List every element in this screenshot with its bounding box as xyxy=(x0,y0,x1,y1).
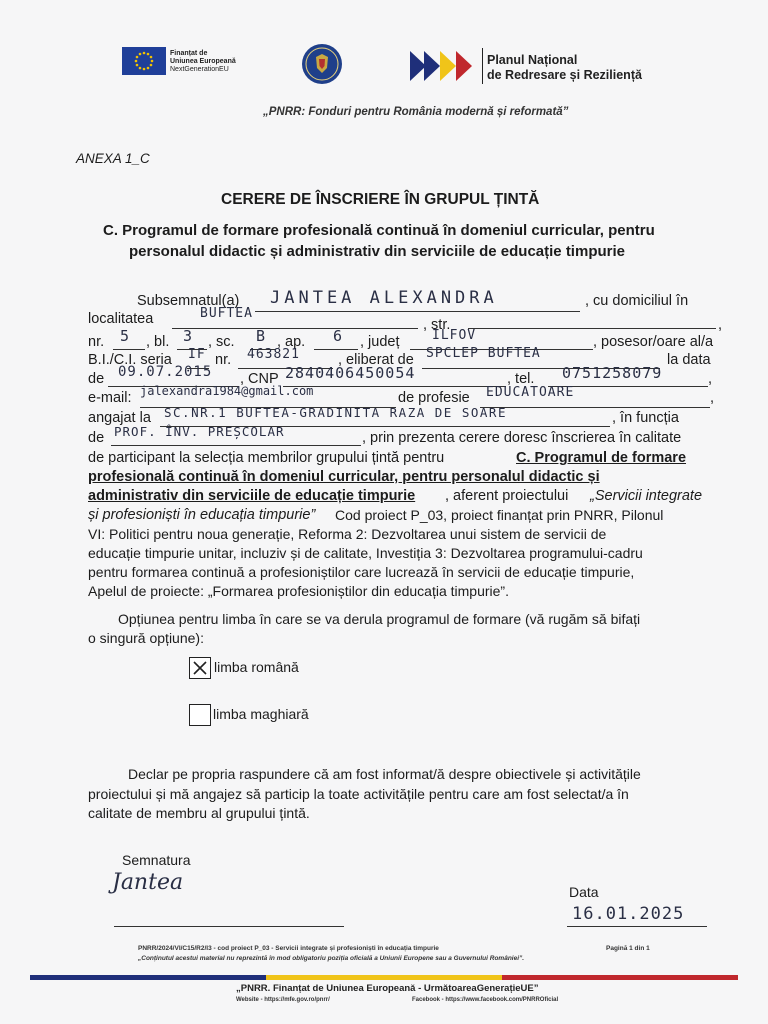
functia-field[interactable]: PROF. ÎNV. PREȘCOLAR xyxy=(114,424,285,439)
str-label: , str. xyxy=(423,317,451,333)
signature-line xyxy=(114,926,344,927)
bl-label: , bl. xyxy=(146,334,170,350)
name-line xyxy=(255,311,580,312)
body-line-7: pentru formarea continuă a profesioniștilor care lucrează în servicii de educație timpurie, xyxy=(88,564,635,580)
option-limba-maghiara-label: limba maghiară xyxy=(213,706,309,722)
signature-handwritten: Jantea xyxy=(112,870,184,895)
body-line-1b: C. Programul de formare xyxy=(516,450,687,466)
localitatea-field[interactable]: BUFTEA xyxy=(200,306,253,321)
angajat-field[interactable]: SC.NR.1 BUFTEA-GRADINITA RAZA DE SOARE xyxy=(164,405,507,420)
semnatura-label: Semnatura xyxy=(122,852,191,868)
name-field[interactable]: JANTEA ALEXANDRA xyxy=(270,288,498,308)
checkbox-limba-maghiara[interactable] xyxy=(189,704,211,726)
sc-label: , sc. xyxy=(208,334,235,350)
slogan: „PNRR: Fonduri pentru România modernă și reformată” xyxy=(263,106,569,118)
pnrr-logo-icon xyxy=(410,49,482,88)
body-line-5: VI: Politici pentru noua generație, Reforma 2: Dezvoltarea unui sistem de servicii de xyxy=(88,526,607,542)
data-eliberare-field[interactable]: 09.07.2015 xyxy=(118,364,213,380)
footer-website[interactable]: Website - https://mfe.gov.ro/pnrr/ xyxy=(236,997,330,1003)
email-label: e-mail: xyxy=(88,390,132,406)
body-line-3b: , aferent proiectului xyxy=(445,488,569,504)
localitatea-label: localitatea xyxy=(88,311,154,327)
data-label: Data xyxy=(569,884,599,900)
footer-facebook[interactable]: Facebook - https://www.facebook.com/PNRROficial xyxy=(412,997,559,1003)
domiciliu-label: , cu domiciliul în xyxy=(585,293,689,309)
eliberat-field[interactable]: SPCLEP BUFTEA xyxy=(426,346,541,361)
nr-field[interactable]: 5 xyxy=(120,327,131,345)
body-line-6: educație timpurie unitar, incluziv și de calitate, Investiția 3: Dezvoltarea programului-cadru xyxy=(88,545,643,561)
seria-field[interactable]: IF xyxy=(188,347,206,362)
posesor-label: , posesor/oare al/a xyxy=(593,334,714,350)
option-text-line-2: o singură opțiune): xyxy=(88,630,204,646)
declaration-line-3: calitate de membru al grupului țintă. xyxy=(88,805,310,821)
eu-logo-line-2: Uniunea Europeană xyxy=(170,58,236,65)
bl-field[interactable]: 3 xyxy=(183,327,194,345)
pnrr-title-line-1: Planul Național xyxy=(487,53,578,67)
body-line-4a: și profesioniști în educația timpurie” xyxy=(88,507,316,523)
body-line-3a: administrativ din serviciile de educație timpurie xyxy=(88,488,416,504)
declaration-line-1: Declar pe propria raspundere că am fost informat/ă despre obiectivele și activitățile xyxy=(128,766,641,782)
judet-field[interactable]: ILFOV xyxy=(432,328,477,343)
option-limba-romana-label: limba română xyxy=(214,659,299,675)
declaration-line-2: proiectului și mă angajez să particip la toate activitățile pentru care am fost selectat/a în xyxy=(88,786,629,802)
footer-funding: „PNRR. Finanțat de Uniunea Europeană - UrmătoareaGenerațieUE” xyxy=(236,983,539,994)
body-line-8: Apelul de proiecte: „Formarea profesioniștilor din educația timpurie”. xyxy=(88,583,509,599)
data-field[interactable]: 16.01.2025 xyxy=(572,904,685,924)
annex-label: ANEXA 1_C xyxy=(76,151,150,166)
checkbox-limba-romana[interactable] xyxy=(189,657,211,679)
nr-line xyxy=(113,349,145,350)
data-line xyxy=(567,926,707,927)
ap-field[interactable]: 6 xyxy=(333,327,344,345)
profesie-label: de profesie xyxy=(398,390,470,406)
eu-flag-icon xyxy=(122,47,166,75)
tel-label: , tel. xyxy=(507,371,535,387)
functia-line xyxy=(111,445,361,446)
bi-nr-field[interactable]: 463821 xyxy=(247,347,300,362)
str-line xyxy=(468,328,716,329)
functia-de-label: de xyxy=(88,430,105,446)
cnp-line xyxy=(283,386,506,387)
footer-color-band xyxy=(30,967,738,972)
page-title: CERERE DE ÎNSCRIERE ÎN GRUPUL ȚINTĂ xyxy=(221,191,540,208)
str-comma: , xyxy=(718,317,723,333)
footer-page: Pagină 1 din 1 xyxy=(606,945,650,952)
nr-label: nr. xyxy=(88,334,105,350)
bi-seria-label: B.I./C.I. seria xyxy=(88,352,172,368)
email-field[interactable]: jalexandra1984@gmail.com xyxy=(140,384,314,398)
cnp-label: , CNP xyxy=(240,371,279,387)
angajat-label: angajat la xyxy=(88,410,151,426)
functia-label: , în funcția xyxy=(612,410,679,426)
government-seal-icon xyxy=(302,44,342,84)
eliberat-label: , eliberat de xyxy=(338,352,414,368)
profesie-comma: , xyxy=(710,390,715,406)
eu-logo-text xyxy=(170,50,236,74)
cnp-field[interactable]: 2840406450054 xyxy=(285,364,416,382)
profesie-field[interactable]: EDUCATOARE xyxy=(486,385,575,400)
body-line-2: profesională continuă în domeniul curricular, pentru personalul didactic și xyxy=(88,469,600,485)
ap-label: , ap. xyxy=(277,334,306,350)
body-line-4b: Cod proiect P_03, proiect finanțat prin PNRR, Pilonul xyxy=(335,507,664,523)
bi-nr-label: nr. xyxy=(215,352,232,368)
eu-logo-line-1: Finanțat de xyxy=(170,50,208,57)
option-text-line-1: Opțiunea pentru limba în care se va derula programul de formare (vă rugăm să bifați xyxy=(118,611,641,627)
body-line-1a: de participant la selecția membrilor grupului țintă pentru xyxy=(88,450,445,466)
localitatea-line xyxy=(172,328,418,329)
pnrr-title xyxy=(487,53,642,83)
sc-field[interactable]: B xyxy=(256,327,267,345)
pnrr-title-line-2: de Redresare și Reziliență xyxy=(487,68,642,82)
subtitle-line-1: C. Programul de formare profesională continuă în domeniul curricular, pentru xyxy=(103,222,655,239)
subtitle-line-2: personalul didactic și administrativ din serviciile de educație timpurie xyxy=(129,243,625,260)
la-data-label: la data xyxy=(667,352,711,368)
de-label: de xyxy=(88,371,105,387)
footer-ref: PNRR/2024/VI/C15/R2/I3 - cod proiect P_03 - Servicii integrate și profesioniști în educația timpurie xyxy=(138,945,439,952)
ap-line xyxy=(314,349,358,350)
tel-field[interactable]: 0751258079 xyxy=(562,364,663,382)
subsemnatul-label: Subsemnatul(a) xyxy=(137,293,240,309)
judet-label: , județ xyxy=(360,334,400,350)
pnrr-divider xyxy=(482,48,483,84)
prin-label: , prin prezenta cerere doresc înscrierea în calitate xyxy=(362,430,682,446)
eu-logo-line-3: NextGenerationEU xyxy=(170,66,229,73)
footer-disclaimer: „Conținutul acestui material nu reprezintă în mod obligatoriu poziția oficială a Uniunii Europene sau a Guvernului României”. xyxy=(138,955,525,962)
tel-comma: , xyxy=(708,371,713,387)
profesie-line xyxy=(480,407,710,408)
body-line-3c: „Servicii integrate xyxy=(590,488,703,504)
